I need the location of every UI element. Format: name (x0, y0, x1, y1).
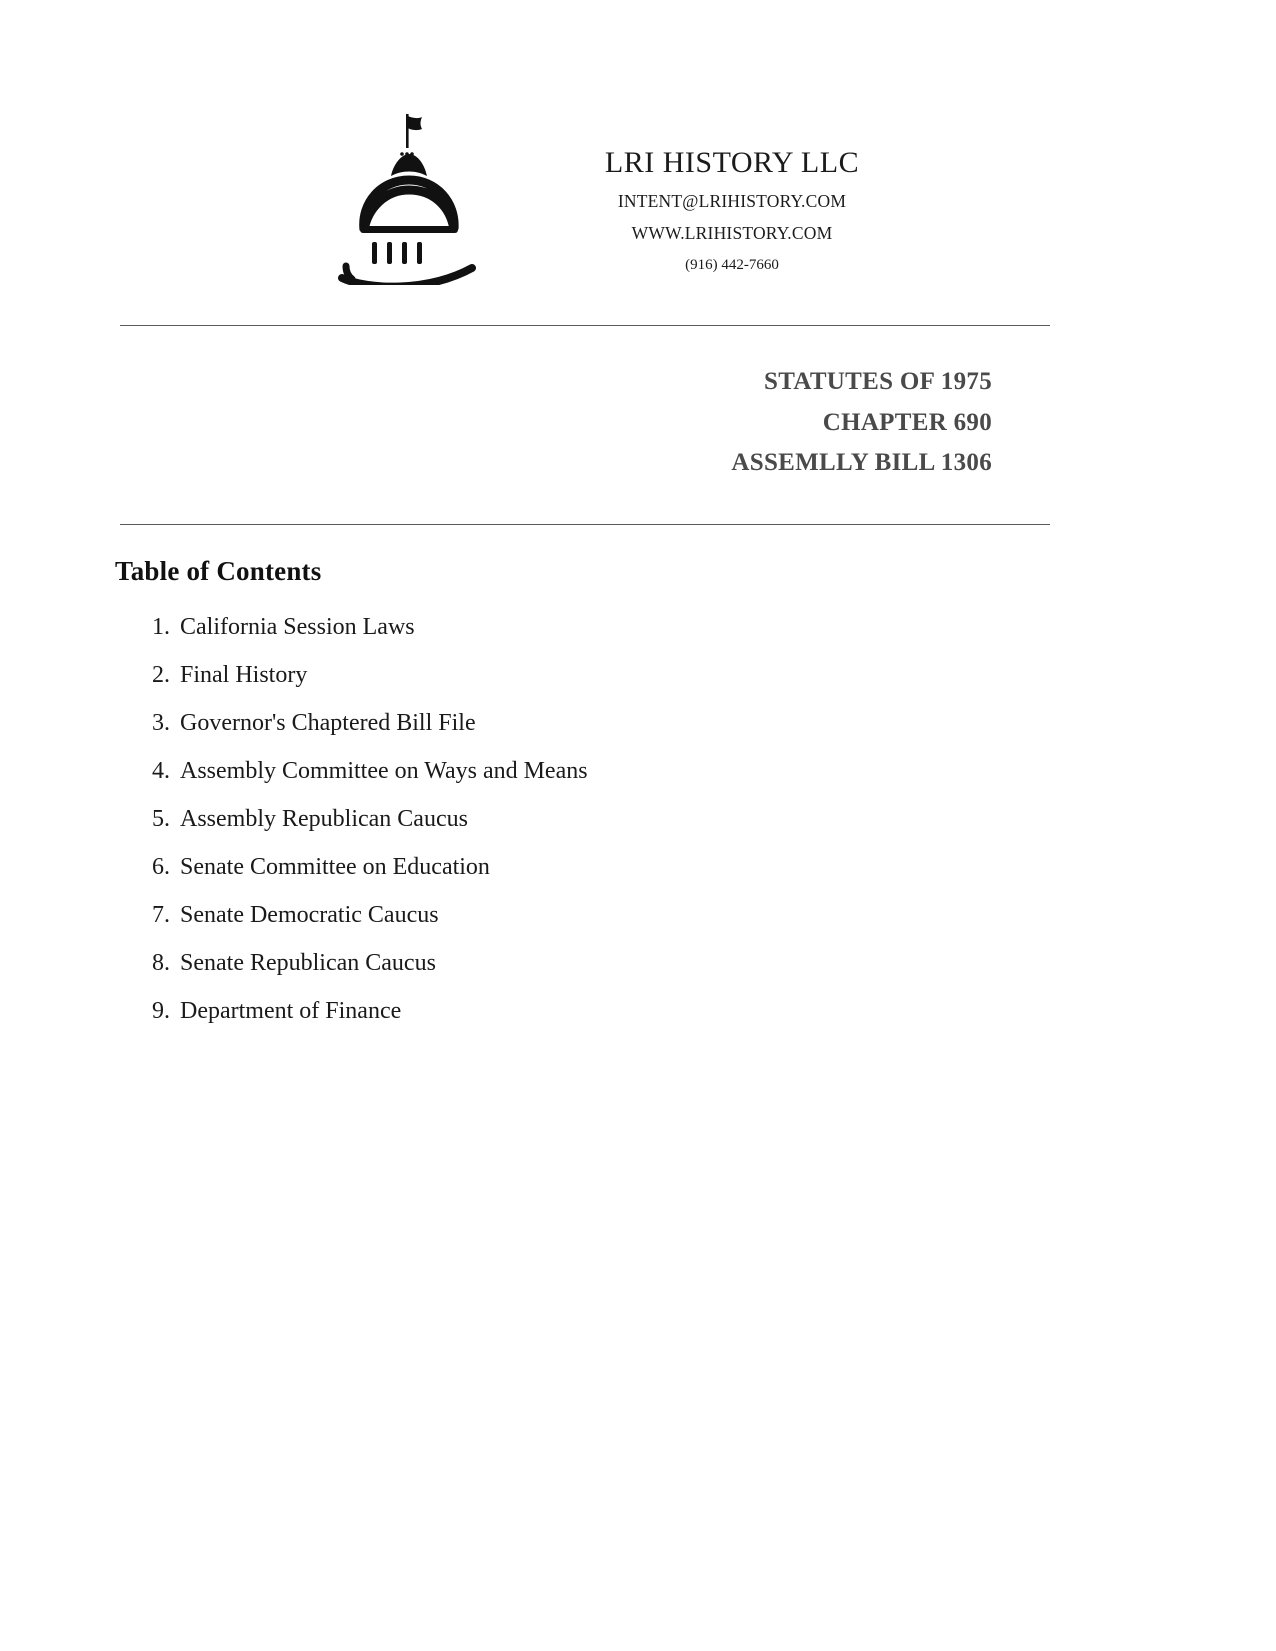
list-item: Senate Committee on Education (180, 854, 490, 880)
document-title-block (120, 362, 992, 484)
chapter-line: CHAPTER 690 (822, 408, 992, 436)
list-item: Senate Republican Caucus (180, 950, 436, 976)
toc-list (118, 615, 1040, 1047)
capitol-dome-icon (334, 110, 484, 285)
list-item: Governor's Chaptered Bill File (180, 710, 476, 736)
org-name: LRI HISTORY LLC (604, 146, 860, 179)
list-item: California Session Laws (180, 614, 415, 640)
toc-heading: Table of Contents (115, 556, 322, 586)
list-item: Assembly Committee on Ways and Means (180, 758, 588, 784)
letterhead (0, 110, 1276, 285)
org-email: INTENT@LRIHISTORY.COM (617, 191, 847, 211)
divider-top (120, 325, 1050, 326)
org-website: WWW.LRIHISTORY.COM (631, 223, 833, 243)
list-item: Senate Democratic Caucus (180, 902, 439, 928)
list-item: Assembly Republican Caucus (180, 806, 468, 832)
statutes-line: STATUTES OF 1975 (764, 368, 992, 395)
list-item: Department of Finance (180, 998, 402, 1024)
bill-line: ASSEMLLY BILL 1306 (731, 449, 992, 476)
divider-bottom (120, 524, 1050, 525)
list-item: Final History (180, 662, 308, 688)
org-contact-block (522, 110, 942, 274)
org-phone: (916) 442-7660 (685, 257, 779, 273)
